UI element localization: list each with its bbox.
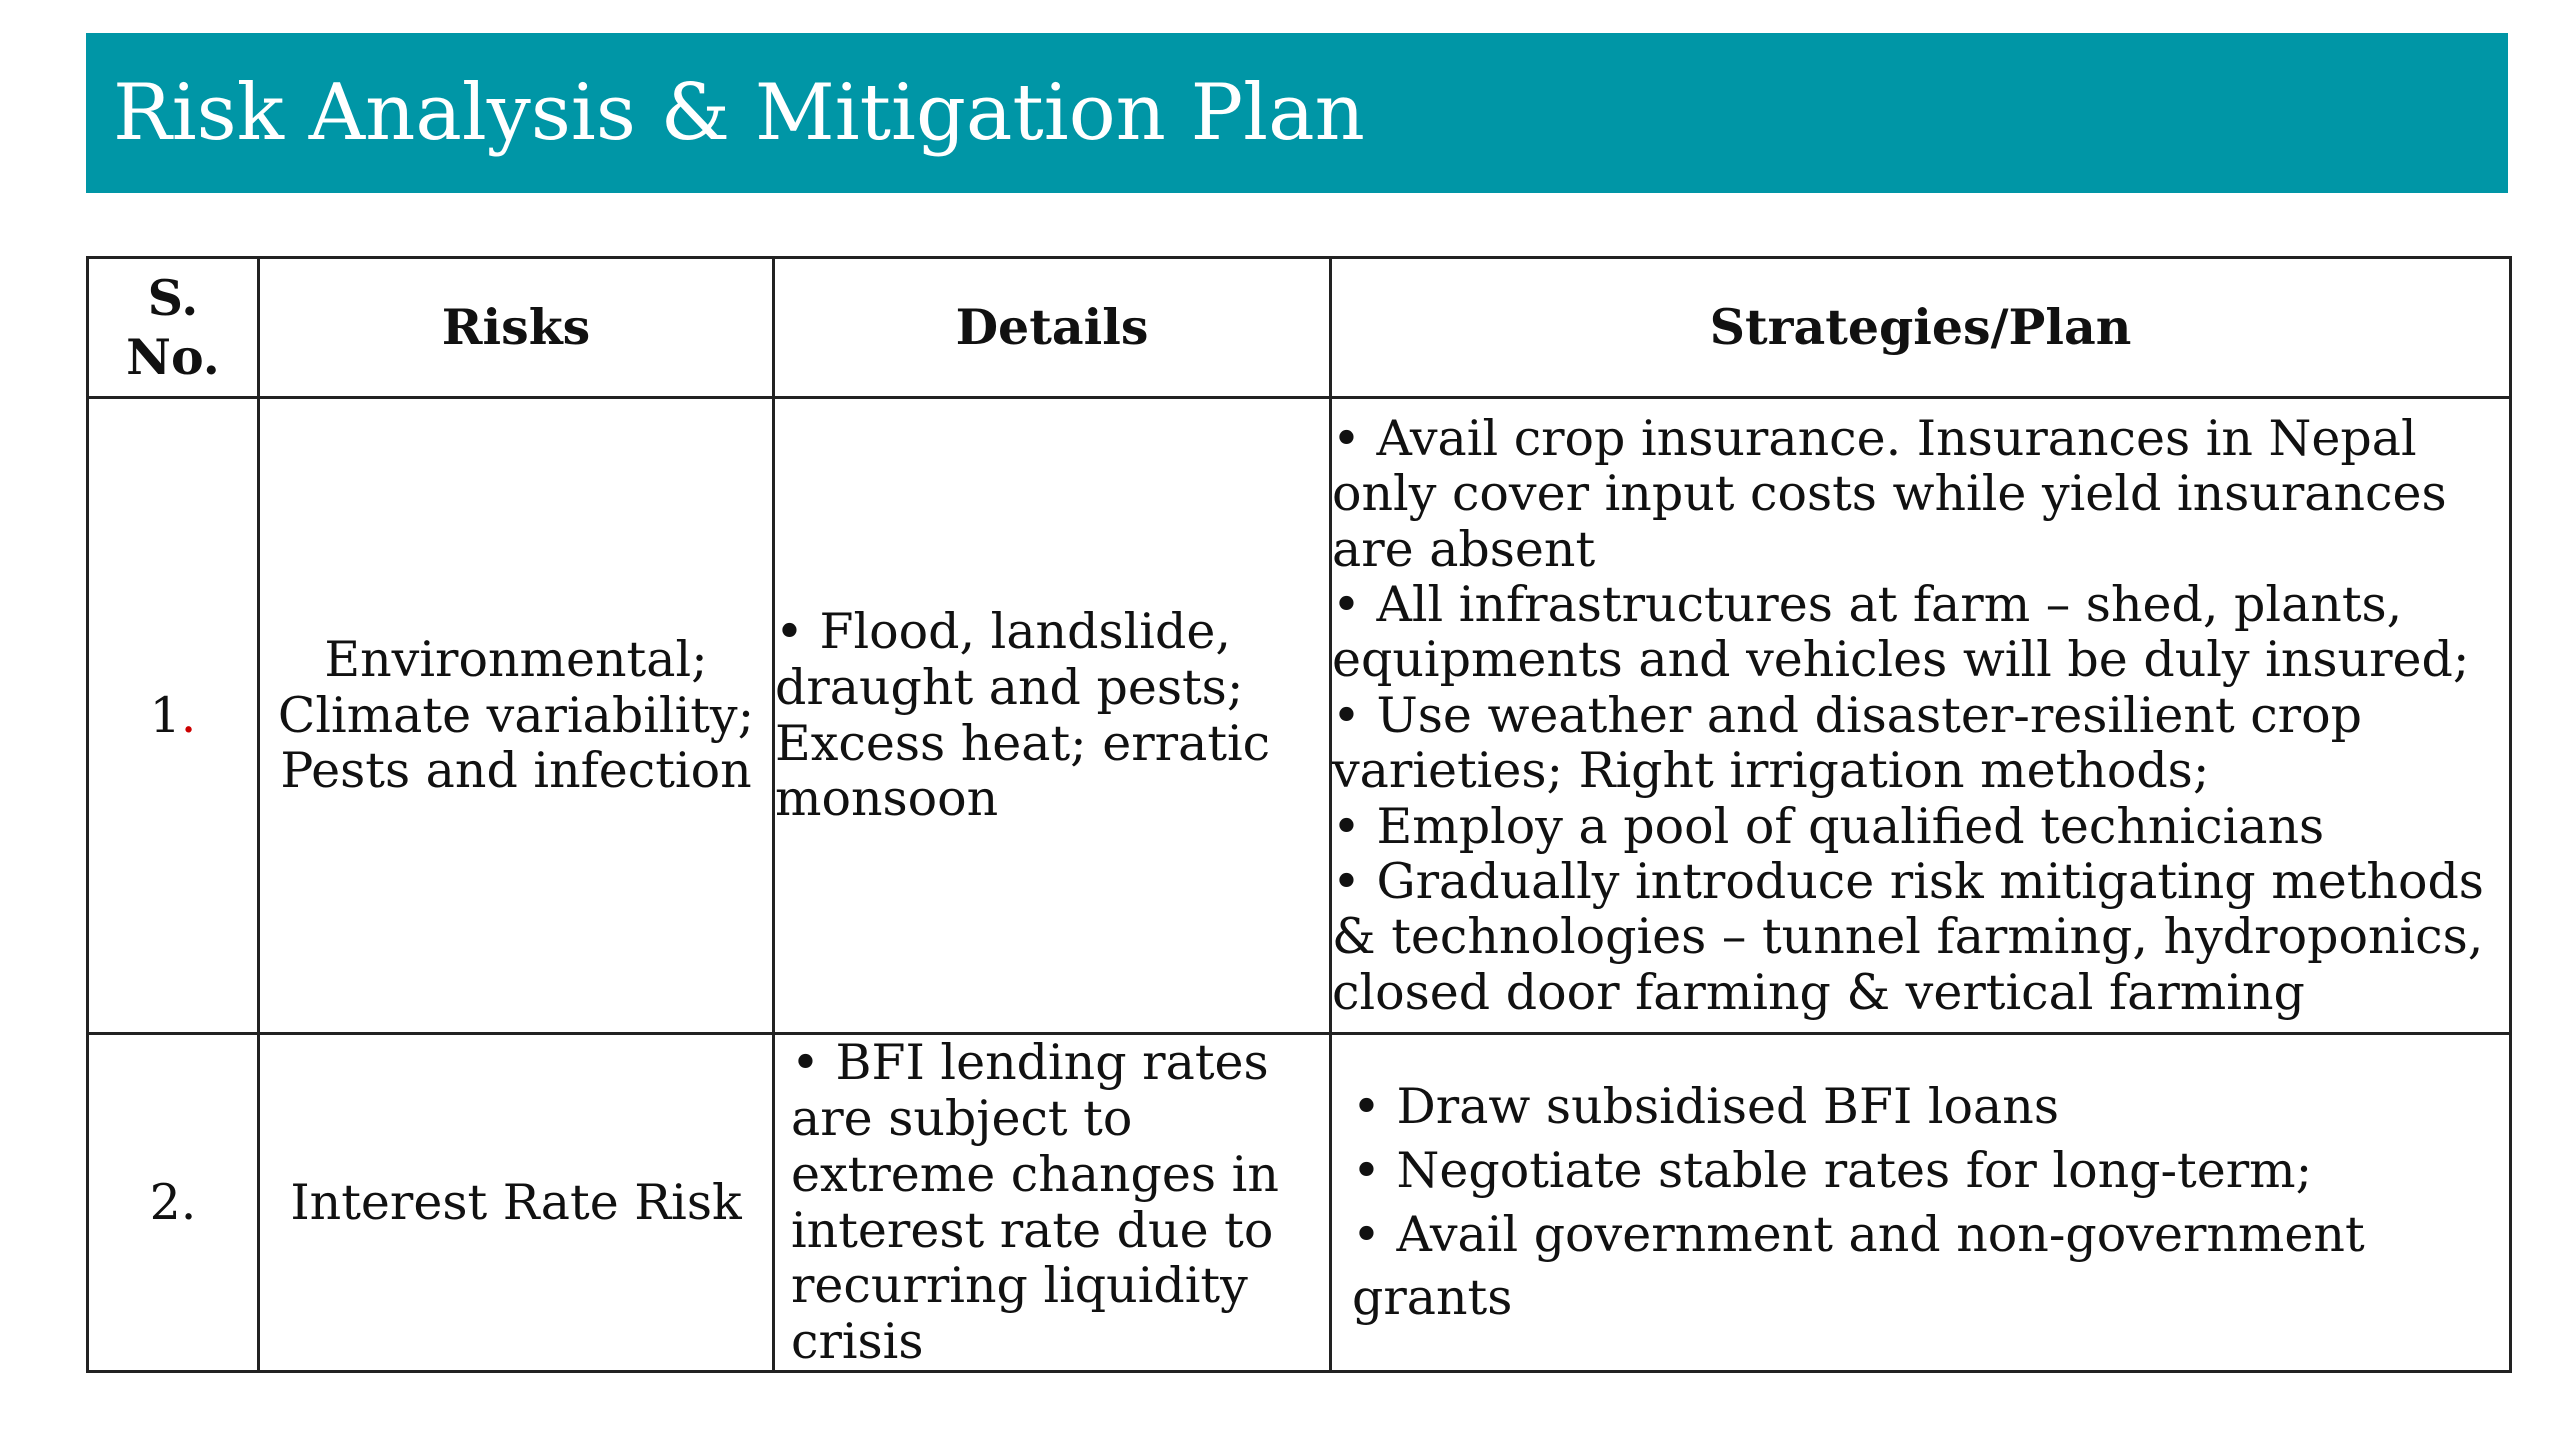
strategy-item: • All infrastructures at farm – shed, plants, equipments and vehicles will be duly insured; [1332,576,2470,689]
row-1-risk-line: Environmental; [324,631,708,689]
strategy-item: • Use weather and disaster-resilient crop varieties; Right irrigation methods; [1332,686,2362,800]
header-strategies: Strategies/Plan [1331,258,2511,398]
risk-table [86,256,2512,1373]
table-row [88,1034,2511,1372]
header-sno-line2: No. [126,327,220,386]
row-2-risk: Interest Rate Risk [259,1034,774,1372]
header-details: Details [774,258,1331,398]
strategy-item: • Draw subsidised BFI loans [1352,1078,2059,1136]
row-1-details: • Flood, landslide, draught and pests; Excess heat; erratic monsoon [774,398,1331,1034]
row-1-sno-dot: . [180,686,197,744]
row-2-sno: 2. [88,1034,259,1372]
page-title: Risk Analysis & Mitigation Plan [113,68,1365,158]
row-1-risk-line: Pests and infection [280,742,752,800]
row-1-risk-line: Climate variability; [277,686,755,744]
strategy-item: • Avail government and non-government grants [1352,1205,2365,1327]
title-bar [86,33,2508,193]
row-2-strategies [1331,1034,2511,1372]
strategy-item: • Gradually introduce risk mitigating methods & technologies – tunnel farming, hydroponics, closed door farming & vertical farming [1332,852,2484,1021]
strategy-item: • Negotiate stable rates for long-term; [1352,1141,2313,1199]
header-row [88,258,2511,398]
header-sno [88,258,259,398]
header-sno-line1: S. [147,268,199,327]
row-1-sno-number: 1 [149,686,181,744]
header-risks: Risks [259,258,774,398]
strategy-item: • Avail crop insurance. Insurances in Nepal only cover input costs while yield insurances are absent [1332,410,2447,578]
row-1-risk [259,398,774,1034]
table-row [88,398,2511,1034]
strategy-item: • Employ a pool of qualified technicians [1332,797,2325,855]
row-1-strategies [1331,398,2511,1034]
row-2-details: • BFI lending rates are subject to extreme changes in interest rate due to recurring liquidity crisis [774,1034,1331,1372]
row-1-sno [88,398,259,1034]
